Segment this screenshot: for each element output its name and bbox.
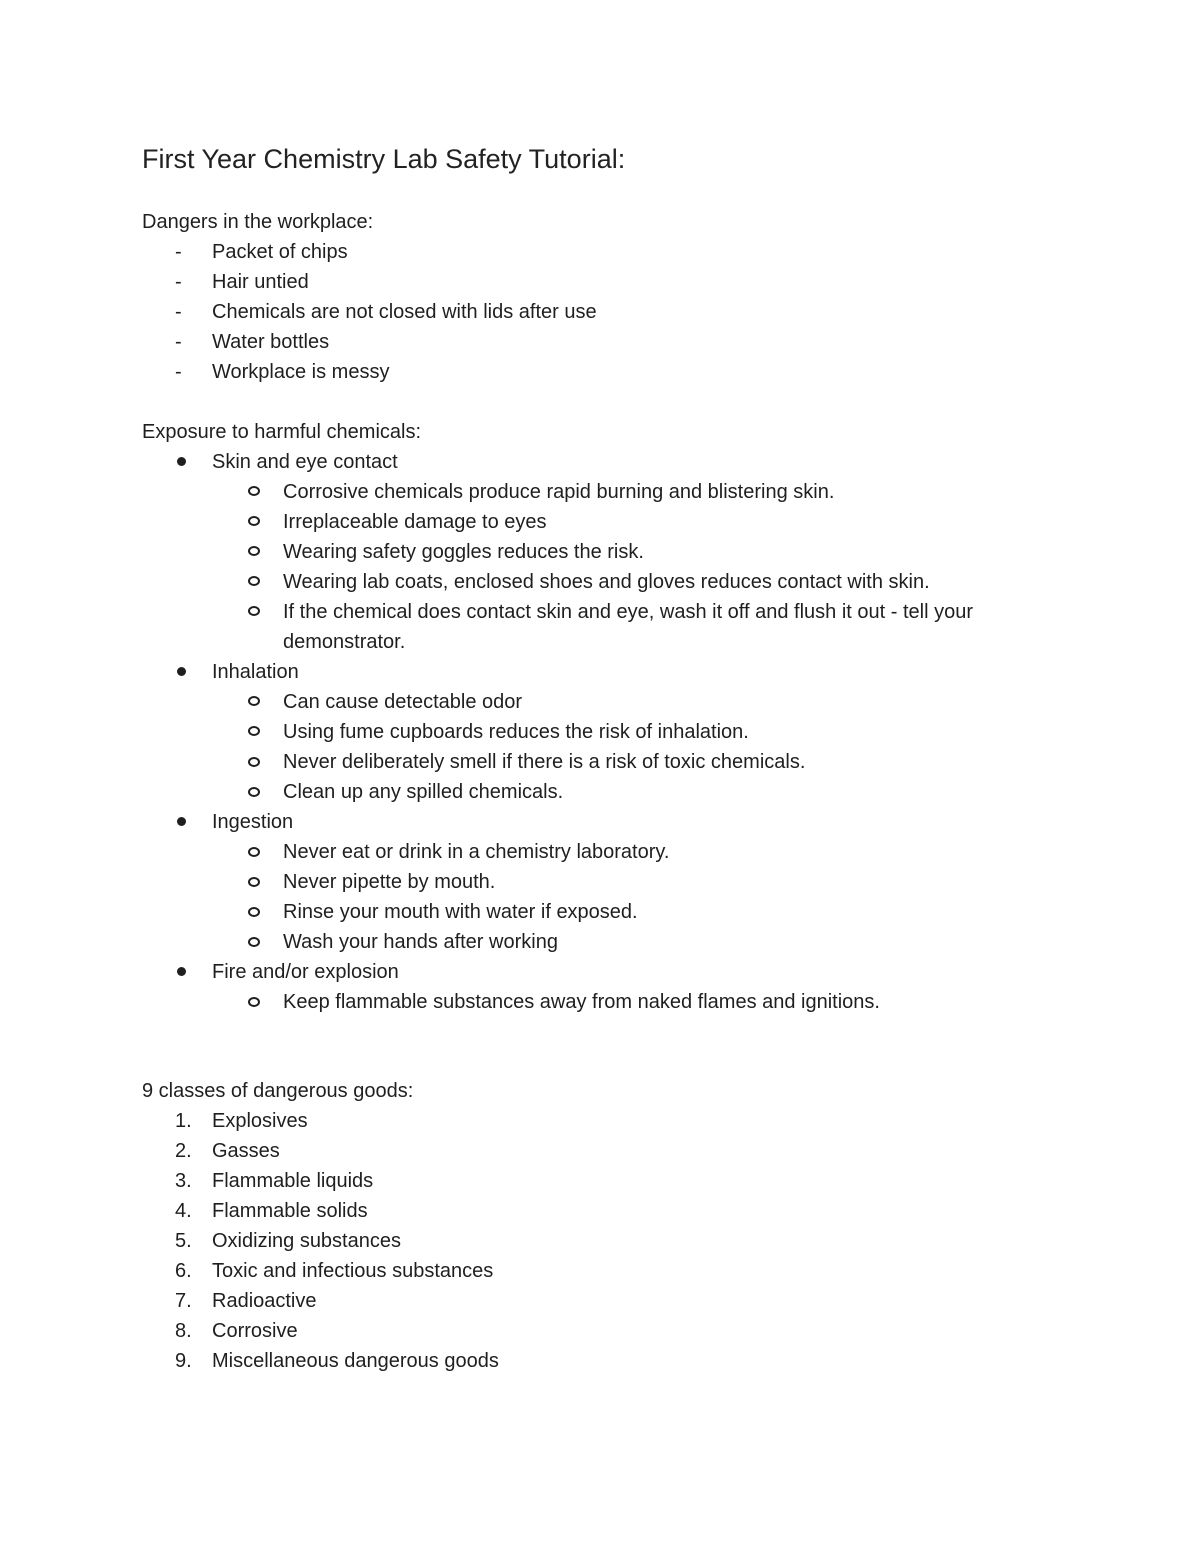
bullet-dot-icon [177, 667, 186, 676]
exposure-subitem: Using fume cupboards reduces the risk of inhalation. [283, 721, 749, 743]
bullet-circle-icon [248, 516, 260, 526]
exposure-subitem: Wearing lab coats, enclosed shoes and gloves reduces contact with skin. [283, 571, 930, 593]
bullet-circle-icon [248, 997, 260, 1007]
exposure-subitem: Wearing safety goggles reduces the risk. [283, 541, 644, 563]
bullet-circle-icon [248, 696, 260, 706]
bullet-circle-icon [248, 726, 260, 736]
dash-marker: - [175, 331, 182, 353]
bullet-circle-icon [248, 787, 260, 797]
dash-marker: - [175, 241, 182, 263]
class-item: Flammable solids [212, 1200, 368, 1222]
dash-marker: - [175, 361, 182, 383]
list-number: 4. [175, 1200, 192, 1222]
class-item: Corrosive [212, 1320, 298, 1342]
class-item: Explosives [212, 1110, 308, 1132]
exposure-group-label: Inhalation [212, 661, 299, 683]
dangers-item: Workplace is messy [212, 361, 390, 383]
exposure-subitem-continuation: demonstrator. [283, 631, 406, 653]
page-title: First Year Chemistry Lab Safety Tutorial: [142, 144, 626, 174]
exposure-subitem: Irreplaceable damage to eyes [283, 511, 547, 533]
list-number: 8. [175, 1320, 192, 1342]
dangers-item: Water bottles [212, 331, 330, 353]
exposure-group-label: Ingestion [212, 811, 294, 833]
bullet-dot-icon [177, 817, 186, 826]
dangers-item: Chemicals are not closed with lids after use [212, 301, 597, 323]
dash-marker: - [175, 271, 182, 293]
list-number: 2. [175, 1140, 192, 1162]
exposure-subitem: Never eat or drink in a chemistry laboratory. [283, 841, 670, 863]
class-item: Flammable liquids [212, 1170, 374, 1192]
exposure-subitem: Never pipette by mouth. [283, 871, 496, 893]
exposure-subitem: Never deliberately smell if there is a risk of toxic chemicals. [283, 751, 806, 773]
class-item: Oxidizing substances [212, 1230, 401, 1252]
list-number: 1. [175, 1110, 192, 1132]
exposure-subitem: Corrosive chemicals produce rapid burning and blistering skin. [283, 481, 835, 503]
dangers-heading: Dangers in the workplace: [142, 211, 374, 233]
bullet-circle-icon [248, 486, 260, 496]
exposure-group-label: Skin and eye contact [212, 451, 398, 473]
exposure-group-label: Fire and/or explosion [212, 961, 399, 983]
list-number: 3. [175, 1170, 192, 1192]
exposure-subitem: If the chemical does contact skin and eye, wash it off and flush it out - tell your [283, 601, 973, 623]
classes-heading: 9 classes of dangerous goods: [142, 1080, 414, 1102]
class-item: Radioactive [212, 1290, 317, 1312]
bullet-circle-icon [248, 757, 260, 767]
exposure-subitem: Clean up any spilled chemicals. [283, 781, 564, 803]
list-number: 9. [175, 1350, 192, 1372]
bullet-circle-icon [248, 576, 260, 586]
class-item: Toxic and infectious substances [212, 1260, 494, 1282]
bullet-circle-icon [248, 877, 260, 887]
exposure-subitem: Can cause detectable odor [283, 691, 523, 713]
dangers-item: Packet of chips [212, 241, 348, 263]
bullet-dot-icon [177, 967, 186, 976]
list-number: 7. [175, 1290, 192, 1312]
class-item: Miscellaneous dangerous goods [212, 1350, 499, 1372]
class-item: Gasses [212, 1140, 280, 1162]
bullet-circle-icon [248, 907, 260, 917]
list-number: 5. [175, 1230, 192, 1252]
exposure-subitem: Wash your hands after working [283, 931, 558, 953]
bullet-circle-icon [248, 606, 260, 616]
bullet-dot-icon [177, 457, 186, 466]
exposure-subitem: Keep flammable substances away from naked flames and ignitions. [283, 991, 880, 1013]
list-number: 6. [175, 1260, 192, 1282]
bullet-circle-icon [248, 847, 260, 857]
exposure-subitem: Rinse your mouth with water if exposed. [283, 901, 638, 923]
dangers-item: Hair untied [212, 271, 309, 293]
exposure-heading: Exposure to harmful chemicals: [142, 421, 422, 443]
bullet-circle-icon [248, 937, 260, 947]
dash-marker: - [175, 301, 182, 323]
bullet-circle-icon [248, 546, 260, 556]
